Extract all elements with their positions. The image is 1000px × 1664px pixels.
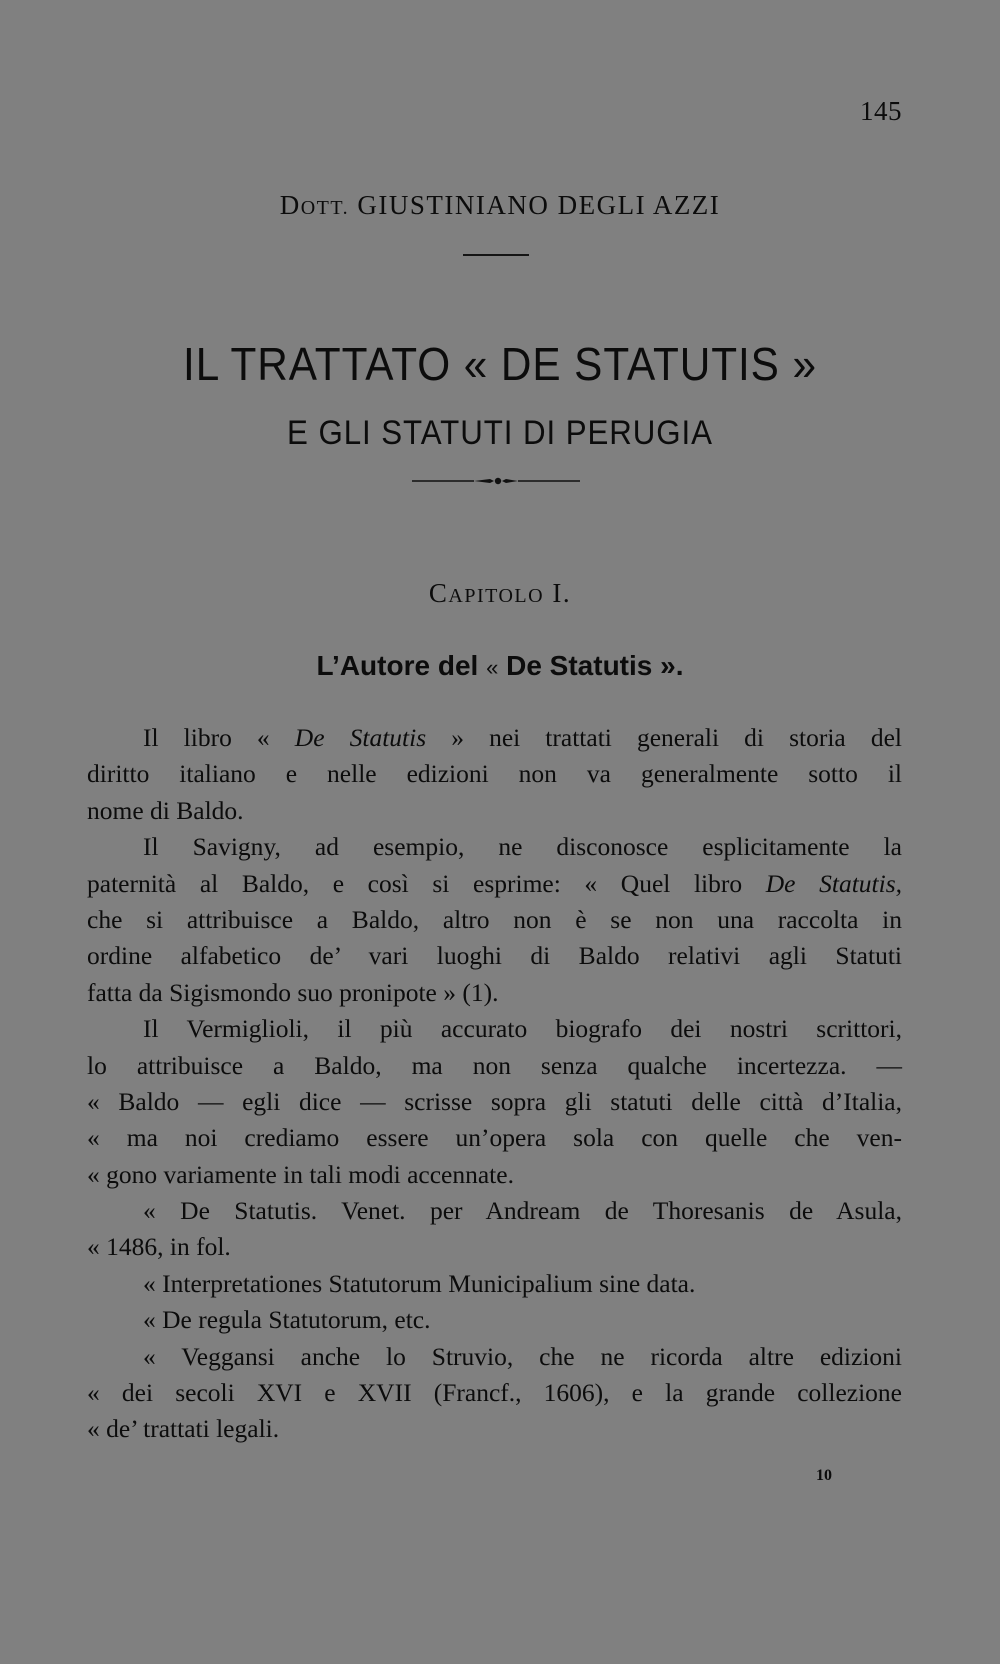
text-line bbox=[87, 720, 902, 756]
text-span: » nei trattati generali di storia del bbox=[451, 723, 902, 752]
text-span: paternità al Baldo, e così si esprime: « Quel libro bbox=[87, 868, 743, 898]
text-line: « Veggansi anche lo Struvio, che ne ricorda altre edizioni bbox=[143, 1341, 902, 1371]
author-prefix-small: OTT. bbox=[300, 197, 350, 219]
text-line: fatta da Sigismondo suo pronipote » (1). bbox=[87, 977, 499, 1007]
text-line: Il Vermiglioli, il più accurato biografo dei nostri scrittori, bbox=[143, 1014, 902, 1044]
chapter-label-cap: C bbox=[428, 578, 449, 608]
short-rule-divider bbox=[463, 254, 529, 256]
text-line: « gono variamente in tali modi accennate. bbox=[87, 1159, 514, 1189]
text-line: « de’ trattati legali. bbox=[87, 1414, 280, 1444]
text-line: « 1486, in fol. bbox=[87, 1232, 231, 1262]
text-span: Il libro « bbox=[143, 723, 270, 752]
text-line: « De Statutis. Venet. per Andream de Thoresanis de Asula, bbox=[143, 1196, 902, 1226]
chapter-label bbox=[0, 578, 1000, 609]
text-line: Il Savigny, ad esempio, ne disconosce esplicitamente la bbox=[143, 832, 902, 862]
text-line: « Baldo — egli dice — scrisse sopra gli statuti delle città d’Italia, bbox=[87, 1086, 902, 1116]
chapter-title bbox=[0, 650, 1000, 682]
author-line bbox=[0, 190, 1000, 221]
article-title: IL TRATTATO « DE STATUTIS » bbox=[183, 338, 817, 390]
text-line: « dei secoli XVI e XVII (Francf., 1606), e la grande collezione bbox=[87, 1378, 902, 1408]
chapter-title-close-quote: ». bbox=[660, 650, 684, 681]
chapter-title-work: De Statutis bbox=[506, 650, 653, 681]
text-line: lo attribuisce a Baldo, ma non senza qualche incertezza. — bbox=[87, 1050, 902, 1080]
chapter-label-small: APITOLO bbox=[448, 585, 545, 607]
italic-title: De Statutis, bbox=[765, 868, 903, 898]
page-number: 145 bbox=[860, 96, 902, 126]
text-line: ordine alfabetico de’ vari luoghi di Baldo relativi agli Statuti bbox=[87, 941, 902, 971]
chapter-number: I. bbox=[552, 578, 572, 608]
article-subtitle: E GLI STATUTI DI PERUGIA bbox=[287, 414, 713, 452]
text-line bbox=[87, 866, 902, 902]
author-name: GIUSTINIANO DEGLI AZZI bbox=[357, 190, 721, 220]
text-line: diritto italiano e nelle edizioni non va generalmente sotto il bbox=[87, 759, 902, 789]
text-line: che si attribuisce a Baldo, altro non è se non una raccolta in bbox=[87, 904, 902, 934]
printer-signature: 10 bbox=[816, 1467, 832, 1484]
italic-title: De Statutis bbox=[294, 723, 427, 752]
ornament-divider bbox=[412, 475, 580, 487]
body-text bbox=[87, 720, 902, 1448]
text-line: « De regula Statutorum, etc. bbox=[143, 1305, 431, 1335]
author-prefix-cap: D bbox=[279, 190, 301, 220]
text-line: « ma noi crediamo essere un’opera sola con quelle che ven- bbox=[87, 1123, 902, 1153]
chapter-title-open-quote: « bbox=[486, 655, 499, 680]
chapter-title-pre: L’Autore del bbox=[316, 650, 479, 681]
text-line: « Interpretationes Statutorum Municipalium sine data. bbox=[143, 1268, 696, 1298]
text-line: nome di Baldo. bbox=[87, 795, 244, 825]
